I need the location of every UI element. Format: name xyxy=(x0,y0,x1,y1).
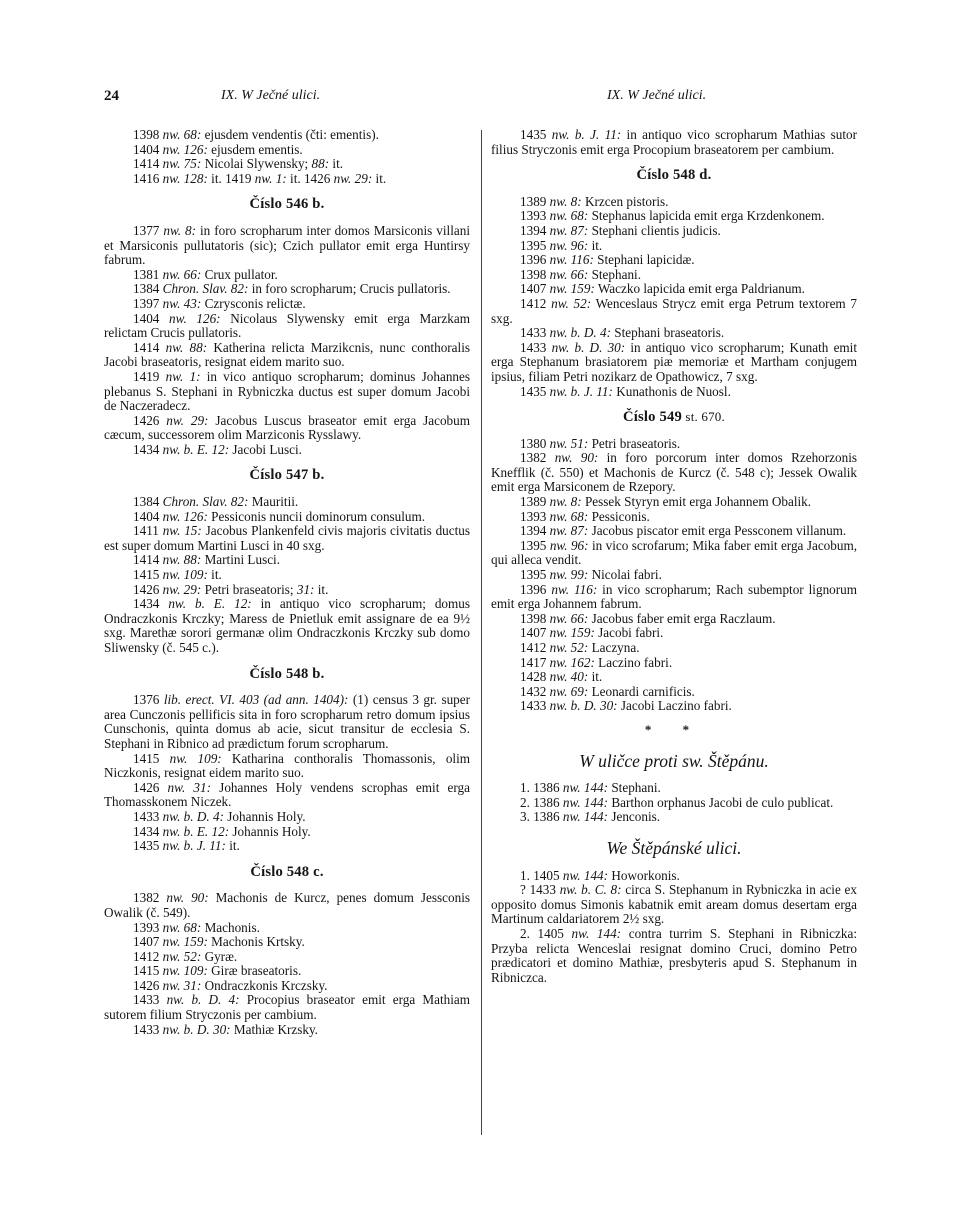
entry: 1433 nw. b. D. 30: Mathiæ Krzsky. xyxy=(133,1021,318,1037)
entry: 1. 1386 nw. 144: Stephani. xyxy=(520,780,661,796)
entry: 1435 nw. b. J. 11: it. xyxy=(133,838,240,854)
street-heading: We Štěpánské ulici. xyxy=(606,837,742,858)
entry: 1434 nw. b. E. 12: Johannis Holy. xyxy=(133,823,311,839)
entry: 1396 nw. 116: Stephani lapicidæ. xyxy=(520,252,695,268)
entry: 1411 nw. 15: Jacobus Plankenfeld civis majoris civitatis ductus est super domum Martini Lusci in 40 sxg. xyxy=(104,523,470,553)
entry: 1414 nw. 88: Martini Lusci. xyxy=(133,552,281,568)
street-heading: W uličce proti sw. Štěpánu. xyxy=(579,750,769,771)
entry: 1397 nw. 43: Czrysconis relictæ. xyxy=(133,295,306,311)
page-number: 24 xyxy=(104,88,119,104)
section-heading-text: Číslo 548 d. xyxy=(636,167,712,184)
entry: 1434 nw. b. E. 12: in antiquo vico scropharum; domus Ondraczkonis Krczky; Maress de Pnietluk emit assignare de ea 9½ sxg. Marethæ sorori germanæ olim Ondraczkonis Krczky sub domo Sliwensky (č. 545 c.). xyxy=(104,596,471,655)
entry: 1382 nw. 90: in foro porcorum inter domos Rzehorzonis Knefflik (č. 550) et Machonis de Kurcz (č. 548 c); Jessek Owalik emit erga Marsiconem de Rzepory. xyxy=(491,450,857,495)
entry: 1433 nw. b. D. 30: in antiquo vico scropharum; Kunath emit erga Stephanum brasiatorem piæ memoriæ et Martham conjugem ipsius, filiam Petri nozikarz de Opathowicz, 7 sxg. xyxy=(491,339,858,384)
section-heading xyxy=(491,168,857,183)
entry: 1382 nw. 90: Machonis de Kurcz, penes domum Jessconis Owalik (č. 549). xyxy=(104,890,470,920)
entry: 1398 nw. 66: Stephani. xyxy=(520,266,642,282)
entry: 1426 nw. 31: Ondraczkonis Krczsky. xyxy=(133,977,328,993)
entry: 1398 nw. 68: ejusdem vendentis (čti: ementis). xyxy=(133,127,379,142)
entry: 1395 nw. 99: Nicolai fabri. xyxy=(520,567,662,583)
entry: 1415 nw. 109: Giræ braseatoris. xyxy=(133,963,302,979)
section-heading-text: Číslo 547 b. xyxy=(249,467,325,484)
entry: 1412 nw. 52: Laczyna. xyxy=(520,640,640,655)
right-column xyxy=(491,128,857,985)
entry: 1395 nw. 96: in vico scrofarum; Mika faber emit erga Jacobum, qui alleca vendit. xyxy=(491,537,858,568)
entry: 1426 nw. 31: Johannes Holy vendens scrophas emit erga Thomasskonem Niczek. xyxy=(104,779,470,810)
entry: 1393 nw. 68: Pessiconis. xyxy=(520,508,650,524)
entry: 1393 nw. 68: Machonis. xyxy=(133,919,260,935)
entry: 1407 nw. 159: Machonis Krtsky. xyxy=(133,934,305,950)
entry: 1377 nw. 8: in foro scropharum inter domos Marsiconis villani et Marsiconis pullutatoris (sic); Czich pullator emit erga Huntirsy fabrum. xyxy=(104,222,470,268)
entry: 1433 nw. b. D. 30: Jacobi Laczino fabri. xyxy=(520,698,732,714)
entry: 1404 nw. 126: ejusdem ementis. xyxy=(133,141,303,157)
entry: 1434 nw. b. E. 12: Jacobi Lusci. xyxy=(133,441,302,457)
entry: 1389 nw. 8: Krzcen pistoris. xyxy=(520,193,669,209)
entry: 1389 nw. 8: Pessek Styryn emit erga Johannem Obalik. xyxy=(520,494,812,510)
running-head-right: IX. W Ječné ulici. xyxy=(607,88,707,103)
section-heading-text: Číslo 546 b. xyxy=(249,196,325,213)
entry: 1394 nw. 87: Jacobus piscator emit erga Pessconem villanum. xyxy=(520,523,847,539)
entry: 1415 nw. 109: it. xyxy=(133,567,222,583)
section-heading xyxy=(104,197,470,212)
section-heading-text: Číslo 548 c. xyxy=(250,863,324,880)
section-heading-reference: st. 670. xyxy=(681,409,725,425)
entry: 1412 nw. 52: Gyræ. xyxy=(133,948,238,964)
entry: 1414 nw. 88: Katherina relicta Marzikcnis, nunc conthoralis Jacobi braseatoris, resignat eidem marito suo. xyxy=(104,339,470,370)
entry: 1395 nw. 96: it. xyxy=(520,237,603,253)
entry: 1398 nw. 66: Jacobus faber emit erga Raczlaum. xyxy=(520,610,776,626)
entry: 1417 nw. 162: Laczino fabri. xyxy=(520,654,673,670)
entry: 1426 nw. 29: Jacobus Luscus braseator emit erga Jacobum cæcum, successorem olim Marziconis Rysslawy. xyxy=(104,412,470,443)
section-heading xyxy=(104,468,470,483)
entry: 1381 nw. 66: Crux pullator. xyxy=(133,266,278,282)
section-heading-text: Číslo 548 b. xyxy=(249,665,325,682)
entry: 1380 nw. 51: Petri braseatoris. xyxy=(520,435,681,451)
entry: 1407 nw. 159: Waczko lapicida emit erga Paldrianum. xyxy=(520,281,805,297)
entry: 1433 nw. b. D. 4: Stephani braseatoris. xyxy=(520,325,725,341)
section-heading xyxy=(104,667,470,682)
entry: 3. 1386 nw. 144: Jenconis. xyxy=(520,809,661,825)
entry: 1404 nw. 126: Pessiconis nuncii dominorum consulum. xyxy=(133,508,426,524)
entry: 2. 1405 nw. 144: contra turrim S. Stephani in Ribniczka: Przyba relicta Wenceslai resignat domino Cruci, domino Petro prædicatori et domino Mathiæ, presbyteris apud S. Stephanum in Ribniczca. xyxy=(491,925,857,985)
entry: 1393 nw. 68: Stephanus lapicida emit erga Krzdenkonem. xyxy=(520,208,825,224)
entry: 1376 lib. erect. VI. 403 (ad ann. 1404): (1) census 3 gr. super area Cunczonis pellificis sita in foro scropharum retro domum ipsius Cunschonis, quinta domus ab acie, sicut transitur de ecclesia S. Stephani in Ribnico ad prædictum forum scropharum. xyxy=(104,692,471,751)
entry: 1407 nw. 159: Jacobi fabri. xyxy=(520,625,664,641)
entry: 1384 Chron. Slav. 82: in foro scropharum; Crucis pullatoris. xyxy=(133,281,451,297)
running-head-left: IX. W Ječné ulici. xyxy=(221,88,321,103)
entry: ? 1433 nw. b. C. 8: circa S. Stephanum in Rybniczka in acie ex opposito domus Simonis kabatnik emit aream domus desertam erga Martinum caldariatorem 2½ sxg. xyxy=(491,882,857,927)
entry: 1433 nw. b. D. 4: Procopius braseator emit erga Mathiam sutorem filium Stryczonis per cambium. xyxy=(104,992,470,1023)
entry: 1433 nw. b. D. 4: Johannis Holy. xyxy=(133,808,306,824)
entry: 1426 nw. 29: Petri braseatoris; 31: it. xyxy=(133,581,329,597)
section-heading-text: Číslo 549 xyxy=(623,409,682,426)
entry: 1412 nw. 52: Wenceslaus Strycz emit erga Petrum textorem 7 sxg. xyxy=(491,295,858,326)
entry: 1419 nw. 1: in vico antiquo scropharum; dominus Johannes plebanus S. Stephani in Rybniczka ductus est super domum Jacobi de Naczeradecz. xyxy=(104,368,470,414)
entry: 2. 1386 nw. 144: Barthon orphanus Jacobi de culo publicat. xyxy=(520,794,834,810)
entry: 1384 Chron. Slav. 82: Mauritii. xyxy=(133,494,299,510)
entry: 1428 nw. 40: it. xyxy=(520,669,603,685)
left-column xyxy=(104,128,470,1037)
entry: 1435 nw. b. J. 11: in antiquo vico scropharum Mathias sutor filius Stryczonis emit erga Procopium braseatorem per cambium. xyxy=(491,127,857,157)
entry: 1. 1405 nw. 144: Howorkonis. xyxy=(520,867,680,883)
entry: 1396 nw. 116: in vico scropharum; Rach subemptor lignorum emit erga Johannem fabrum. xyxy=(491,581,857,612)
column-divider xyxy=(481,130,482,1135)
entry: 1432 nw. 69: Leonardi carnificis. xyxy=(520,683,695,699)
section-separator: * * xyxy=(644,721,704,737)
entry: 1415 nw. 109: Katharina conthoralis Thomassonis, olim Niczkonis, resignat eidem marito suo. xyxy=(104,750,470,781)
entry: 1414 nw. 75: Nicolai Slywensky; 88: it. xyxy=(133,156,344,172)
entry: 1435 nw. b. J. 11: Kunathonis de Nuosl. xyxy=(520,383,731,399)
entry: 1404 nw. 126: Nicolaus Slywensky emit erga Marzkam relictam Crucis pullatoris. xyxy=(104,310,470,341)
entry: 1416 nw. 128: it. 1419 nw. 1: it. 1426 nw. 29: it. xyxy=(133,170,387,186)
entry: 1394 nw. 87: Stephani clientis judicis. xyxy=(520,222,721,238)
section-heading xyxy=(491,410,857,425)
section-heading xyxy=(104,865,470,880)
